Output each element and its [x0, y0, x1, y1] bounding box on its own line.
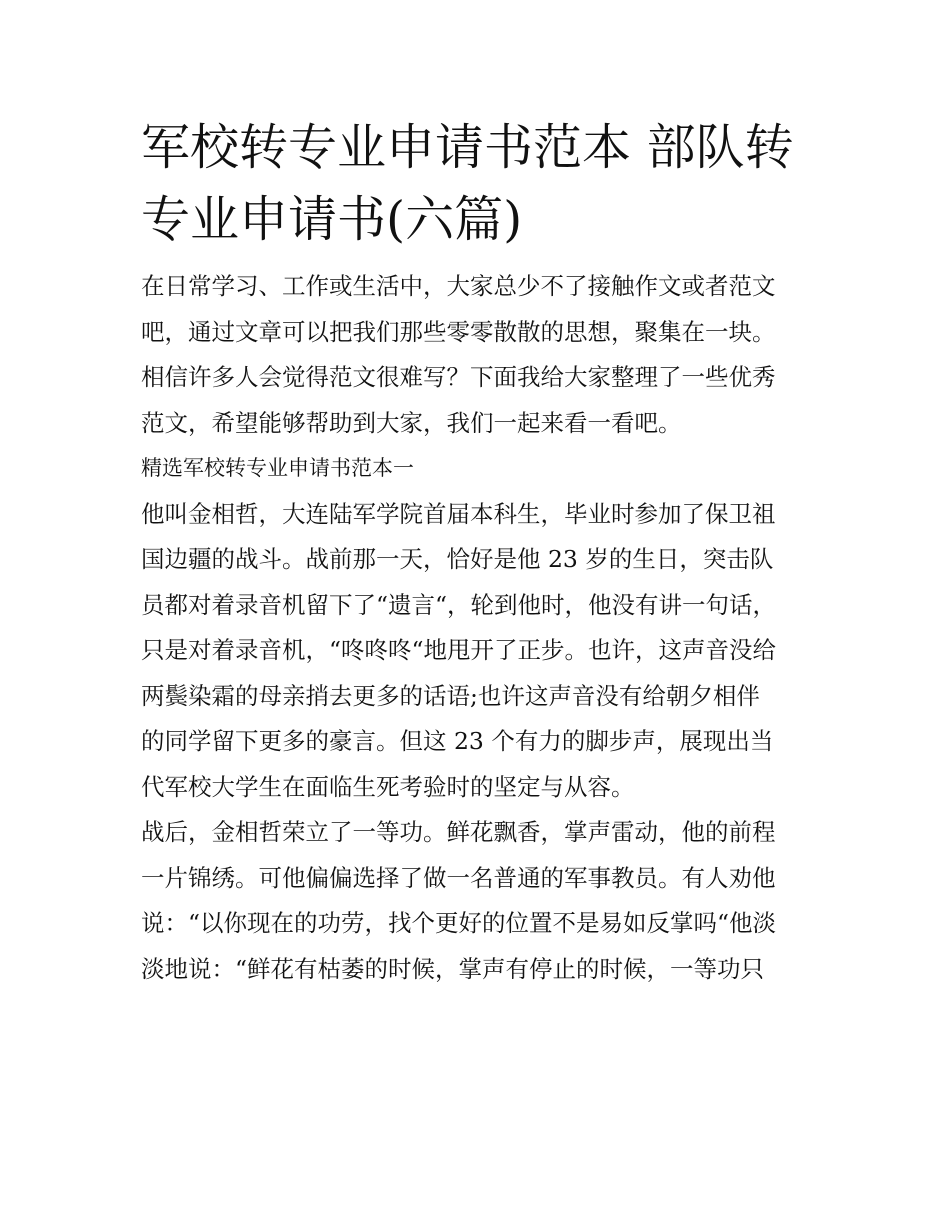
- body-paragraph-1: 他叫金相哲，大连陆军学院首届本科生，毕业时参加了保卫祖 国边疆的战斗。战前那一天，恰好是他 23 岁的生日，突击队 员都对着录音机留下了“遗言“，轮到他时，他没有讲一句话， 只是对着录音机，“咚咚咚“地甩开了正步。也许，这声音没给 两鬓染霜的母亲捎去更多的话语;也许这声音没有给朝夕相伴 的同学留下更多的豪言。但这 23 个有力的脚步声，展现出当 代军校大学生在面临生死考验时的坚定与从容。: [141, 499, 777, 801]
- document-body: [141, 112, 821, 992]
- body-paragraph-2: 战后，金相哲荣立了一等功。鲜花飘香，掌声雷动，他的前程 一片锦绣。可他偏偏选择了做一名普通的军事教员。有人劝他 说：“以你现在的功劳，找个更好的位置不是易如反掌吗“他淡 淡地说：“鲜花有枯萎的时候，掌声有停止的时候，一等功只: [141, 818, 777, 983]
- intro-paragraph: 在日常学习、工作或生活中，大家总少不了接触作文或者范文 吧，通过文章可以把我们那些零零散散的思想，聚集在一块。 相信许多人会觉得范文很难写？下面我给大家整理了一些优秀 范文，希望能够帮助到大家，我们一起来看一看吧。: [141, 272, 776, 437]
- section-heading: 精选军校转专业申请书范本一: [141, 456, 414, 480]
- document-title: 军校转专业申请书范本 部队转 专业申请书(六篇): [141, 119, 794, 248]
